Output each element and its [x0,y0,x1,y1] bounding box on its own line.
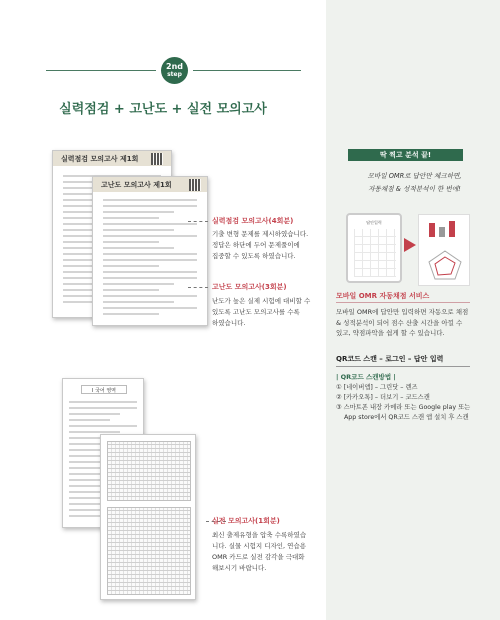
phone-title: 답안입력 [366,220,382,225]
result-mock [418,214,470,286]
service-title-rule [336,302,470,303]
qr-code-icon [189,179,201,191]
paper3-title: Ⅰ 국어 영역 [92,388,116,394]
service-title: 모바일 OMR 자동채점 서비스 [336,292,430,300]
qr-steps [336,383,472,423]
page-title: 실력점검 + 고난도 + 실전 모의고사 [59,102,267,117]
step-number: 2nd [166,62,183,71]
handwritten-line-2: 자동채점 & 성적분석이 한 번에! [368,185,461,193]
phone-mock [346,213,402,283]
qr-method-title: | QR코드 스캔방법 | [336,373,396,381]
result-bar [429,223,435,237]
result-bar [449,221,455,237]
radar-chart-icon [427,249,463,281]
analysis-tag: 딱 찍고 분석 끝! [348,149,463,161]
qr-step: ② [카카오톡] – 더보기 – 코드스캔 [336,394,430,401]
qr-flow-rule [336,366,470,367]
callout-line [188,221,208,222]
step-word: step [167,71,182,78]
section-label-advanced: 고난도 모의고사(3회분) [212,283,287,291]
section-desc-advanced: 난도가 높은 실제 시험에 대비할 수 있도록 고난도 모의고사를 수록 하였습니다. [212,297,311,327]
omr-bubble-grid [107,441,191,501]
qr-step: ③ 스마트폰 내장 카메라 또는 Google play 또는 App store에서 QR코드 스캔 앱 설치 후 스캔 [336,404,471,421]
step-badge [161,57,188,84]
header-rule-left [46,70,156,71]
answer-grid [354,229,396,277]
section-label-practice: 실력점검 모의고사(4회분) [212,217,294,225]
paper-text-lines [103,199,197,319]
section-label-real: 실전 모의고사(1회분) [212,517,280,525]
section-desc-practice: 기출 변형 문제를 제시하였습니다. 정답은 하단에 두어 문제풀이에 집중할 수 있도록 하였습니다. [212,230,309,260]
section-desc-real: 최신 출제유형을 압축 수록하였습 니다. 실물 시험지 디자인, 연습용 OMR 카드로 실전 감각을 극대화 해보시기 바랍니다. [212,531,307,572]
paper1-title: 실력점검 모의고사 제1회 [61,155,139,163]
header-rule-right [193,70,301,71]
handwritten-line-1: 모바일 OMR로 답안만 체크하면, [367,172,462,180]
qr-flow-title: QR코드 스캔 – 로그인 – 답안 입력 [336,355,444,363]
qr-code-icon [151,153,163,165]
arrow-right-icon [404,238,416,252]
omr-card-mock [100,434,196,600]
qr-step: ① [네이버앱] – 그린닷 – 렌즈 [336,384,418,391]
callout-line [188,287,208,288]
paper2-title: 고난도 모의고사 제1회 [101,181,172,189]
omr-bubble-grid [107,507,191,595]
paper-mock-advanced [92,176,208,326]
result-bar [439,227,445,237]
service-description: 모바일 OMR에 답안만 입력하면 자동으로 채점 & 성적분석이 되어 점수 산출 시간을 아낄 수 있고, 약점파악을 쉽게 할 수 있습니다. [336,308,469,337]
